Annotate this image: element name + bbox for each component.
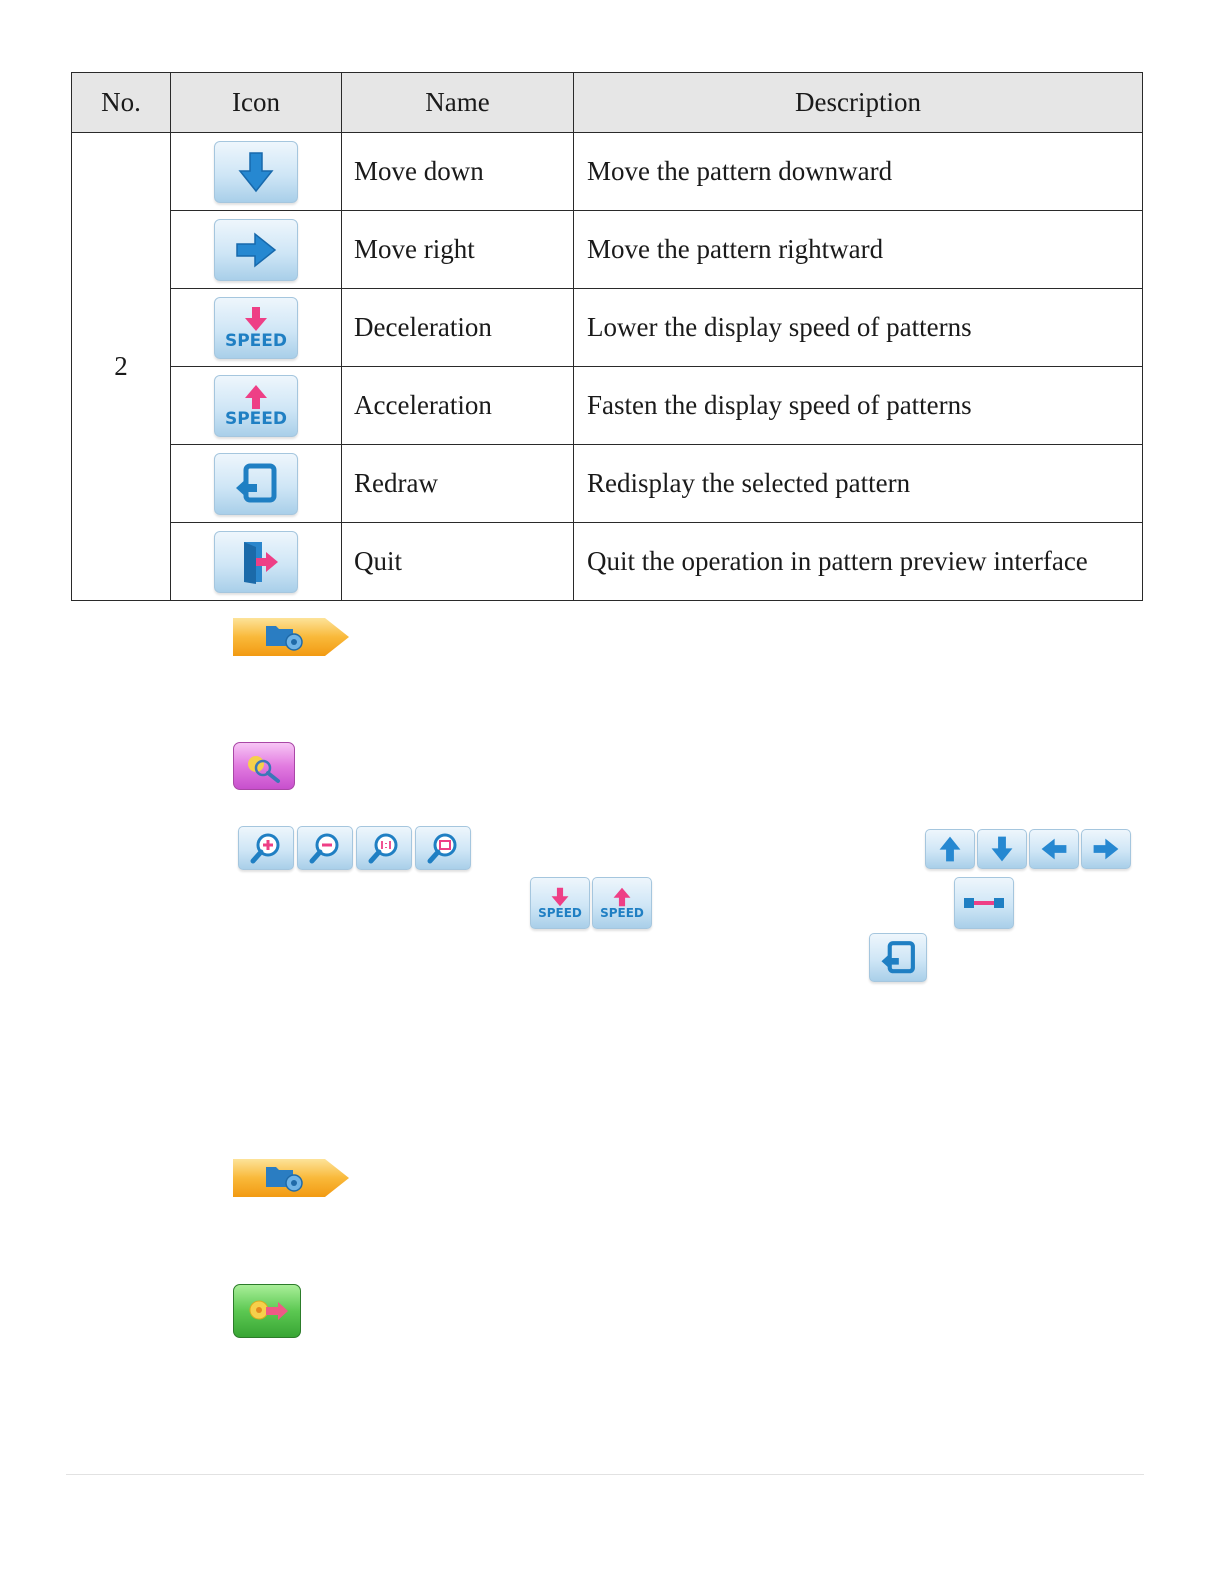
stop-button[interactable] (954, 877, 1014, 929)
row-name: Acceleration (342, 367, 574, 445)
table-row (72, 445, 1143, 523)
redraw-button[interactable] (869, 933, 927, 982)
table-row (72, 211, 1143, 289)
header-no: No. (72, 73, 171, 133)
pattern-folder-tab-icon (233, 1157, 351, 1199)
row-description: Fasten the display speed of patterns (574, 367, 1143, 445)
zoom-out-icon (307, 831, 343, 865)
speed-label: SPEED (538, 905, 582, 920)
zoom-in-button[interactable] (238, 826, 294, 870)
arrow-up-icon (243, 384, 269, 410)
flower-magnifier-icon (234, 743, 294, 789)
zoom-fit-button[interactable] (415, 826, 471, 870)
zoom-toolbar (238, 826, 472, 870)
deceleration-button[interactable] (530, 877, 590, 929)
quit-icon (214, 531, 298, 593)
arrow-left-icon (1039, 834, 1069, 864)
move-down-icon (214, 141, 298, 203)
acceleration-icon (214, 375, 298, 437)
row-name: Move right (342, 211, 574, 289)
move-up-button[interactable] (925, 829, 975, 869)
move-toolbar (925, 829, 1131, 871)
row-description: Move the pattern rightward (574, 211, 1143, 289)
deceleration-icon (214, 297, 298, 359)
pattern-export-button[interactable] (233, 1284, 301, 1338)
row-name: Redraw (342, 445, 574, 523)
header-description: Description (574, 73, 1143, 133)
row-description: Redisplay the selected pattern (574, 445, 1143, 523)
arrow-down-icon (550, 887, 570, 907)
arrow-up-icon (935, 834, 965, 864)
zoom-fit-icon (425, 831, 461, 865)
table-row (72, 289, 1143, 367)
stop-bar-icon (962, 895, 1006, 911)
move-down-button[interactable] (977, 829, 1027, 869)
table-row (72, 133, 1143, 211)
acceleration-button[interactable] (592, 877, 652, 929)
pattern-view-button[interactable] (233, 742, 295, 790)
row-name: Move down (342, 133, 574, 211)
row-name: Quit (342, 523, 574, 601)
table-row (72, 523, 1143, 601)
group-number: 2 (72, 133, 171, 601)
redraw-icon (876, 939, 920, 977)
arrow-right-icon (1091, 834, 1121, 864)
header-name: Name (342, 73, 574, 133)
header-icon: Icon (171, 73, 342, 133)
table-row (72, 367, 1143, 445)
speed-label: SPEED (600, 905, 644, 920)
move-right-icon (214, 219, 298, 281)
row-description: Lower the display speed of patterns (574, 289, 1143, 367)
speed-label: SPEED (224, 408, 288, 429)
row-description: Move the pattern downward (574, 133, 1143, 211)
table-header-row (72, 73, 1143, 133)
zoom-out-button[interactable] (297, 826, 353, 870)
row-name: Deceleration (342, 289, 574, 367)
pattern-folder-tab-icon (233, 616, 351, 658)
zoom-one-to-one-icon (366, 831, 402, 865)
move-right-button[interactable] (1081, 829, 1131, 869)
operations-table (71, 72, 1143, 601)
move-left-button[interactable] (1029, 829, 1079, 869)
arrow-up-icon (612, 887, 632, 907)
flower-arrow-icon (234, 1285, 300, 1337)
footer-divider (66, 1474, 1144, 1475)
arrow-down-icon (243, 306, 269, 332)
redraw-icon (214, 453, 298, 515)
speed-toolbar (530, 877, 654, 929)
speed-label: SPEED (224, 330, 288, 351)
arrow-down-icon (987, 834, 1017, 864)
row-description: Quit the operation in pattern preview interface (574, 523, 1143, 601)
zoom-actual-size-button[interactable] (356, 826, 412, 870)
zoom-in-icon (248, 831, 284, 865)
